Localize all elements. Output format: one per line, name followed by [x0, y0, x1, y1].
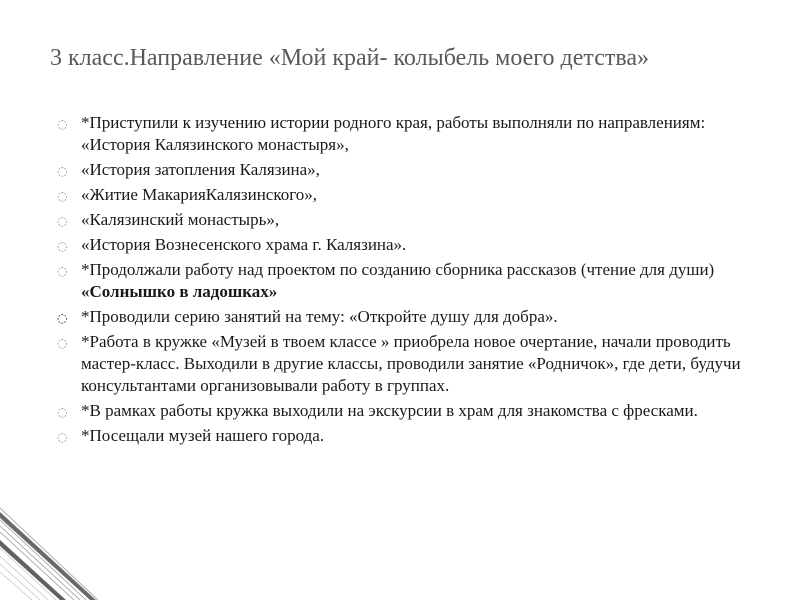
list-item [57, 306, 757, 328]
list-item [57, 209, 757, 231]
list-item [57, 400, 757, 422]
list-item [57, 425, 757, 447]
bullet-text: «Калязинский монастырь», [81, 210, 280, 229]
bullet-circle-icon: ◌ [57, 189, 68, 203]
bullet-circle-icon: ◌ [57, 264, 68, 278]
bullet-circle-icon: ◌ [57, 239, 68, 253]
bullet-circle-icon: ◌ [57, 405, 68, 419]
list-item [57, 259, 757, 303]
bullet-text: «Житие МакарияКалязинского», [81, 185, 318, 204]
bullet-text: *Приступили к изучению истории родного края, работы выполняли по направлениям: «История Калязинского монастыря», [81, 113, 706, 154]
bullet-text: *Посещали музей нашего города. [81, 426, 325, 445]
bullet-text: *Проводили серию занятий на тему: «Откройте душу для добра». [81, 307, 558, 326]
bullet-text: *Работа в кружке «Музей в твоем классе » приобрела новое очертание, начали проводить мастер-класс. Выходили в другие классы, проводили занятие «Родничок», где дети, будучи консультантами организовывали работу в группах. [81, 332, 741, 395]
bullet-text: «История затопления Калязина», [81, 160, 320, 179]
bullet-circle-icon: ◌ [57, 336, 68, 350]
bullet-circle-icon: ◌ [57, 214, 68, 228]
bullet-text: *Продолжали работу над проектом по созданию сборника рассказов (чтение для души) [81, 260, 715, 279]
bullet-circle-icon: ◌ [57, 311, 68, 325]
bullet-text: *В рамках работы кружка выходили на экскурсии в храм для знакомства с фресками. [81, 401, 698, 420]
list-item [57, 331, 757, 397]
bullet-text: «История Вознесенского храма г. Калязина». [81, 235, 407, 254]
list-item [57, 112, 757, 156]
slide-title: 3 класс.Направление «Мой край- колыбель моего детства» [50, 45, 650, 71]
bullet-bold-text: «Солнышко в ладошках» [81, 282, 278, 301]
bullet-circle-icon: ◌ [57, 117, 68, 131]
bullet-list [57, 112, 757, 450]
list-item [57, 184, 757, 206]
bullet-circle-icon: ◌ [57, 164, 68, 178]
bullet-circle-icon: ◌ [57, 430, 68, 444]
list-item [57, 159, 757, 181]
list-item [57, 234, 757, 256]
